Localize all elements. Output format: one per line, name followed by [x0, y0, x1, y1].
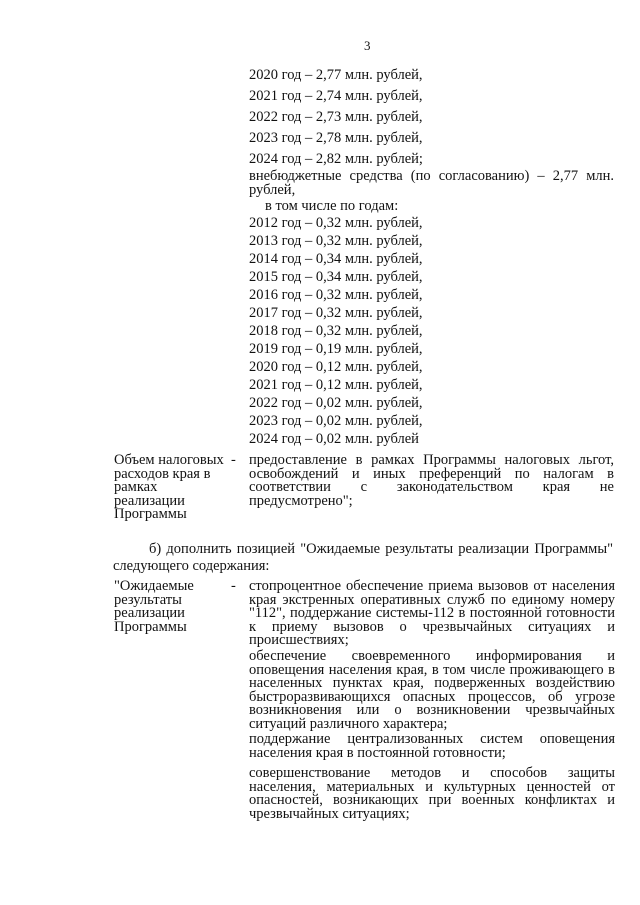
funding-year-line: 2024 год – 2,82 млн. рублей;	[249, 151, 423, 167]
funding-year-line: 2022 год – 2,73 млн. рублей,	[249, 109, 423, 125]
tax-expenditure-label: Объем налоговых расходов края в рамках реализации Программы	[114, 452, 224, 522]
extrabudget-year-line: 2015 год – 0,34 млн. рублей,	[249, 269, 423, 285]
funding-year-line: 2023 год – 2,78 млн. рублей,	[249, 130, 423, 146]
extrabudget-year-line: 2019 год – 0,19 млн. рублей,	[249, 341, 423, 357]
page-number: 3	[364, 38, 371, 53]
extrabudget-year-line: 2022 год – 0,02 млн. рублей,	[249, 395, 423, 411]
by-years-label: в том числе по годам:	[265, 198, 399, 214]
expected-results-dash: -	[231, 578, 236, 594]
extrabudget-year-line: 2023 год – 0,02 млн. рублей,	[249, 413, 423, 429]
instruction-paragraph: б) дополнить позицией "Ожидаемые результаты реализации Программы" следующего содержания:	[113, 541, 613, 574]
funding-year-line: 2020 год – 2,77 млн. рублей,	[249, 67, 423, 83]
extrabudget-year-line: 2013 год – 0,32 млн. рублей,	[249, 233, 423, 249]
expected-result-item: поддержание централизованных систем оповещения населения края в постоянной готовности;	[249, 731, 615, 761]
extrabudget-year-line: 2020 год – 0,12 млн. рублей,	[249, 359, 423, 375]
extrabudget-year-line: 2021 год – 0,12 млн. рублей,	[249, 377, 423, 393]
extrabudget-year-line: 2014 год – 0,34 млн. рублей,	[249, 251, 423, 267]
extrabudget-funds: внебюджетные средства (по согласованию) – 2,77 млн. рублей,	[249, 168, 614, 198]
tax-expenditure-text: предоставление в рамках Программы налоговых льгот, освобождений и иных преференций по налогам в соответствии с законодательством края не предусмотрено";	[249, 452, 614, 509]
extrabudget-year-line: 2016 год – 0,32 млн. рублей,	[249, 287, 423, 303]
tax-expenditure-dash: -	[231, 452, 236, 468]
expected-result-item: обеспечение своевременного информирования и оповещения населения края, в том числе проживающего в населенных пунктах края, подверженных воздействию быстроразвивающихся опасных процессов, об угрозе возникновения или о возникновении чрезвычайных ситуаций различного характера;	[249, 648, 615, 732]
expected-result-item: стопроцентное обеспечение приема вызовов от населения края экстренных оперативных служб по единому номеру "112", поддержание системы-112 в постоянной готовности к приему вызовов о чрезвычайных ситуациях и происшествиях;	[249, 578, 615, 648]
expected-results-label: "Ожидаемые результаты реализации Программы	[114, 578, 194, 635]
funding-year-line: 2021 год – 2,74 млн. рублей,	[249, 88, 423, 104]
extrabudget-year-line: 2017 год – 0,32 млн. рублей,	[249, 305, 423, 321]
extrabudget-year-line: 2024 год – 0,02 млн. рублей	[249, 431, 419, 447]
extrabudget-year-line: 2018 год – 0,32 млн. рублей,	[249, 323, 423, 339]
expected-result-item: совершенствование методов и способов защиты населения, материальных и культурных ценностей от опасностей, возникающих при военных конфликтах и чрезвычайных ситуациях;	[249, 765, 615, 822]
extrabudget-year-line: 2012 год – 0,32 млн. рублей,	[249, 215, 423, 231]
